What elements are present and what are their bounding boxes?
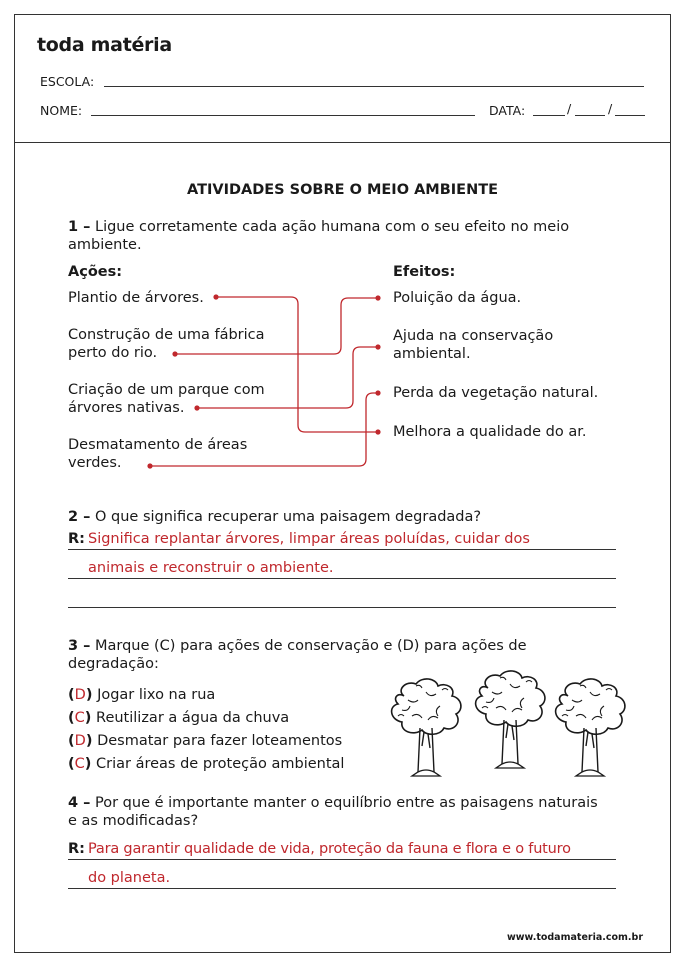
q3-item-text: Desmatar para fazer loteamentos: [97, 733, 343, 749]
match-dot: [375, 295, 380, 300]
q2-number: 2 –: [68, 509, 91, 525]
q4-text-line1: [68, 795, 598, 811]
q3-item-1: [68, 687, 215, 703]
open-paren: (: [68, 710, 75, 726]
trees-illustration: [380, 668, 630, 778]
page-title: ATIVIDADES SOBRE O MEIO AMBIENTE: [186, 182, 499, 198]
q2-answer-rule: [68, 549, 616, 550]
efeito-3: Perda da vegetação natural.: [393, 385, 599, 401]
q2-text: O que significa recuperar uma paisagem degradada?: [95, 509, 482, 525]
close-paren: ): [84, 756, 92, 772]
match-dot: [172, 351, 177, 356]
q4-text: Por que é importante manter o equilíbrio entre as paisagens naturais: [95, 795, 598, 811]
efeito-2-line2: ambiental.: [393, 346, 471, 362]
efeito-2-line1: Ajuda na conservação: [393, 328, 554, 344]
q3-item-4: [68, 756, 344, 772]
q4-text-line2: e as modificadas?: [68, 813, 199, 829]
q3-text-line1: [68, 638, 527, 654]
match-line-3: [197, 347, 378, 408]
acao-1: Plantio de árvores.: [68, 290, 204, 306]
q4-answer-line2: do planeta.: [88, 870, 171, 886]
escola-label: ESCOLA:: [40, 74, 95, 89]
q1-number: 1 –: [68, 219, 91, 235]
q4-number: 4 –: [68, 795, 91, 811]
q3-item-text: Jogar lixo na rua: [97, 687, 216, 703]
acao-3-line1: Criação de um parque com: [68, 382, 265, 398]
match-dot: [147, 463, 152, 468]
efeito-1: Poluição da água.: [393, 290, 522, 306]
q4-r-label: R:: [68, 841, 85, 857]
q4-answer-rule: [68, 888, 616, 889]
open-paren: (: [68, 733, 75, 749]
q3-mark-1[interactable]: D: [74, 687, 86, 703]
acao-4-line1: Desmatamento de áreas: [68, 437, 248, 453]
q2-answer-rule: [68, 607, 616, 608]
nome-label: NOME:: [40, 103, 83, 118]
close-paren: ): [85, 687, 93, 703]
q3-item-3: [68, 733, 342, 749]
q3-mark-3[interactable]: D: [74, 733, 86, 749]
acao-2-line1: Construção de uma fábrica: [68, 327, 265, 343]
match-line-1: [216, 297, 378, 432]
q1-text: Ligue corretamente cada ação humana com o seu efeito no meio: [95, 219, 570, 235]
match-dot: [375, 429, 380, 434]
close-paren: ): [84, 710, 92, 726]
q3-text: Marque (C) para ações de conservação e (D) para ações de: [95, 638, 527, 654]
acao-4-line2: verdes.: [68, 455, 122, 471]
q1-text-line2: ambiente.: [68, 237, 142, 253]
acao-2-line2: perto do rio.: [68, 345, 158, 361]
q3-item-2: [68, 710, 289, 726]
match-line-4: [150, 393, 378, 466]
q2-answer-line1: Significa replantar árvores, limpar áreas poluídas, cuidar dos: [88, 531, 530, 547]
q3-mark-2[interactable]: C: [74, 710, 85, 726]
match-dot: [213, 294, 218, 299]
data-label: DATA:: [489, 103, 526, 118]
efeitos-heading: Efeitos:: [393, 264, 456, 280]
q4-answer-line1: Para garantir qualidade de vida, proteção da fauna e flora e o futuro: [88, 841, 571, 857]
q2-text-line: [68, 509, 481, 525]
q3-text-line2: degradação:: [68, 656, 159, 672]
match-dot: [375, 390, 380, 395]
q3-item-text: Reutilizar a água da chuva: [96, 710, 290, 726]
acao-3-line2: árvores nativas.: [68, 400, 185, 416]
open-paren: (: [68, 756, 75, 772]
q2-r-label: R:: [68, 531, 85, 547]
match-line-2: [175, 298, 378, 354]
open-paren: (: [68, 687, 75, 703]
acoes-heading: Ações:: [68, 264, 123, 280]
logo: toda matéria: [37, 34, 172, 56]
q3-item-text: Criar áreas de proteção ambiental: [96, 756, 345, 772]
match-dot: [375, 344, 380, 349]
close-paren: ): [85, 733, 93, 749]
q2-answer-rule: [68, 578, 616, 579]
footer-url[interactable]: www.todamateria.com.br: [506, 932, 643, 943]
q2-answer-line2: animais e reconstruir o ambiente.: [88, 560, 334, 576]
date-slash: /: [608, 101, 613, 116]
match-dot: [194, 405, 199, 410]
efeito-4: Melhora a qualidade do ar.: [393, 424, 587, 440]
q3-mark-4[interactable]: C: [74, 756, 85, 772]
date-slash: /: [567, 101, 572, 116]
q3-number: 3 –: [68, 638, 91, 654]
q4-answer-rule: [68, 859, 616, 860]
